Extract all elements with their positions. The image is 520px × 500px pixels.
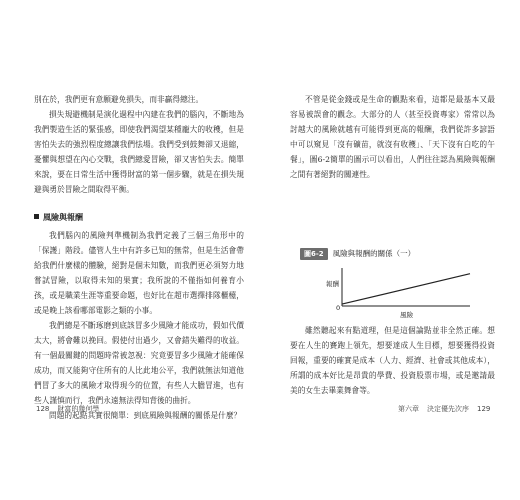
left-page-number: 128 bbox=[36, 405, 50, 413]
left-para-2: 損失規避機制是演化過程中內建在我們的腦內，不斷地為我們製造生活的緊張感，即使我們渴望某種龐大的收穫，但是害怕失去的強烈程度總讓我們怯場。我們受到鼓舞卻又退縮，憂懼與想望在內心交戰，我們總愛冒險，卻又害怕失去。簡單來說，要在日常生活中獲得財富的第一個步驟，就是在損失規避與勇於冒險之間取得平衡。 bbox=[34, 110, 244, 194]
left-para-1: 別在於，我們更有意願避免損失，而非贏得總注。 bbox=[34, 95, 204, 104]
right-running-title: 決定優先次序 bbox=[427, 405, 469, 413]
left-footer bbox=[36, 404, 107, 414]
y-axis-label: 報酬 bbox=[326, 280, 339, 288]
heading-bullet-icon bbox=[34, 214, 39, 219]
right-page-lower bbox=[290, 323, 495, 398]
right-page bbox=[290, 92, 495, 182]
figure-caption bbox=[300, 248, 415, 260]
left-running-title: 財富的幾何學 bbox=[57, 405, 100, 413]
section-heading bbox=[34, 211, 244, 225]
x-axis-label: 風險 bbox=[400, 311, 413, 319]
right-para-1: 不管是從金錢或是生命的觀點來看，這都是最基本又最容易被誤會的觀念。大部分的人（甚至投資專家）常常以為討越大的風險就越有可能得到更高的報酬，我們從許多諺語中可以窺見「沒有礦苗，就沒有收穫」、「天下沒有白吃的午餐」，圖6-2簡單的圖示可以看出，人們往往認為風險與報酬之間有著絕對的關連性。 bbox=[290, 95, 495, 179]
right-chapter-label: 第六章 bbox=[398, 405, 419, 413]
series-line bbox=[342, 274, 470, 304]
right-page-number: 129 bbox=[477, 405, 491, 413]
left-para-3: 我們腦內的風險判準機制為我們定義了三個三角形中的「保護」階段。儘管人生中有許多已知的無常，但是生活會帶給我們什麼樣的體驗，絕對是個未知數，而我們更必須努力地嘗試冒險，以取得未知的果實；我所說的不僅指如何養育小孩，或是職業生涯等重要命題，也好比在超市選擇排隊櫃檯，或是晚上該看哪部電影之類的小事。 bbox=[34, 231, 244, 315]
figure-title: 風險與報酬的關係（一） bbox=[332, 249, 416, 258]
origin-label: 0 bbox=[336, 304, 341, 312]
right-para-2: 雖然聽起來有點道理，但是這個論點並非全然正確。想要在人生的賽跑上領先，想要達成人生目標，想要獲得投資回報，重要的確實是成本（人力、經濟、社會或其他成本），所謂的成本好比是昂貴的學費、投資股票市場，或是邀請最美的女生去畢業舞會等。 bbox=[290, 326, 495, 395]
risk-return-chart bbox=[308, 262, 478, 322]
figure-tag: 圖6-2 bbox=[300, 248, 328, 260]
left-para-5: 問題的起點其實很簡單：到底風險與報酬的關係是什麼？ bbox=[49, 411, 242, 420]
left-page bbox=[34, 92, 244, 423]
section-heading-text: 風險與報酬 bbox=[43, 213, 83, 222]
left-para-4: 我們總是不斷琢磨到底該冒多少風險才能成功，假如代價太大，將會難以挽回。假使付出過少，又會錯失難得的收益。有一個最關鍵的問題時常被忽視：究竟要冒多少風險才能確保成功，而又能夠守住所有的人比此地公平，我們就無法知道他們冒了多大的風險才取得現今的位置，有些人大膽冒進，也有些人謹慎而行，我們永遠無法得知背後的曲折。 bbox=[34, 321, 244, 405]
right-footer bbox=[398, 404, 498, 414]
